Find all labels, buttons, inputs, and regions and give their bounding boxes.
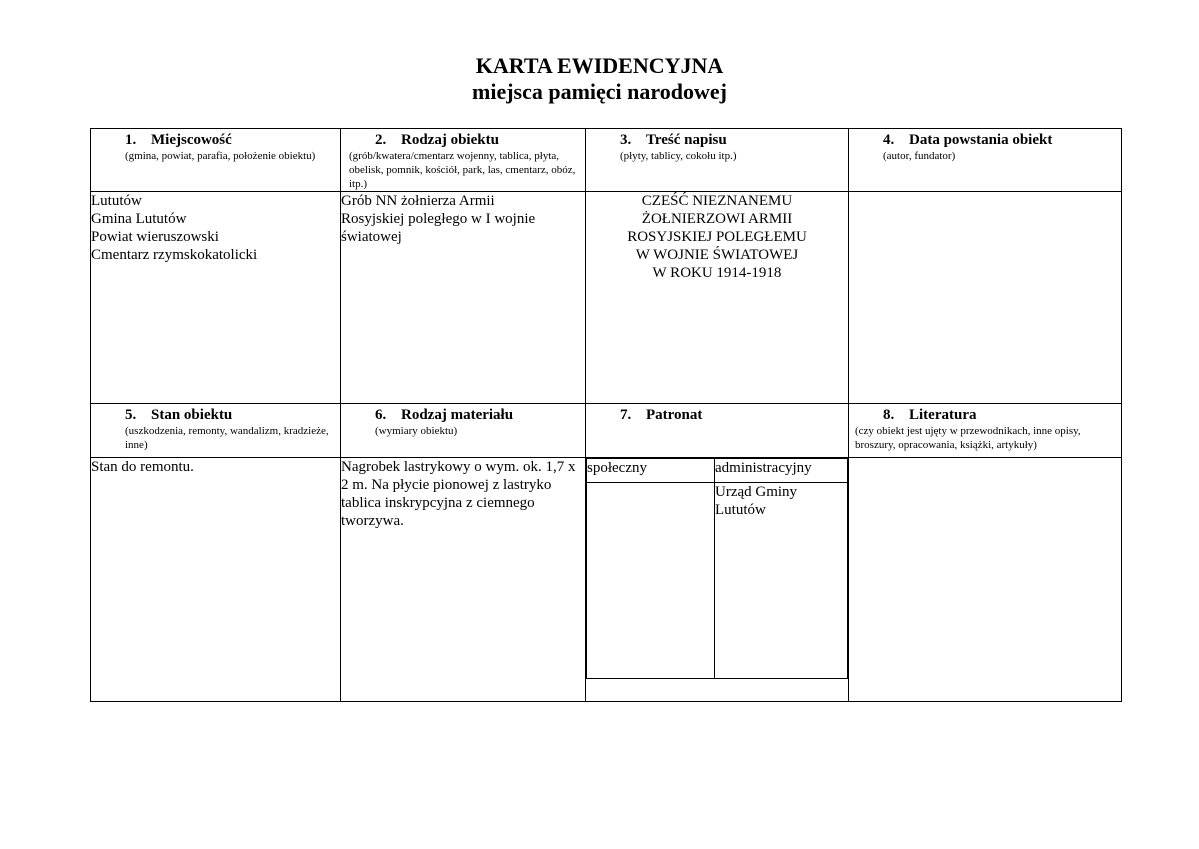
section-number: 1. [125,132,137,148]
header-patronat [586,404,849,458]
section-hint: (wymiary obiektu) [375,425,458,437]
section-hint: (uszkodzenia, remonty, wandalizm, kradzieże, inne) [125,425,329,451]
section-hint: (grób/kwatera/cmentarz wojenny, tablica, płyta, obelisk, pomnik, kościół, park, las, cmentarz, obóz, itp.) [349,150,576,190]
location-line: Gmina Lututów [91,211,187,227]
section-number: 6. [375,407,387,423]
object-type-text: Grób NN żołnierza Armii Rosyjskiej poległego w I wojnie światowej [341,193,536,245]
location-line: Powiat wieruszowski [91,229,219,245]
section-hint: (płyty, tablicy, cokołu itp.) [620,150,737,162]
inscription-line: CZEŚĆ NIEZNANEMU [641,193,793,209]
section-number: 3. [620,132,632,148]
header-stan-obiektu [91,404,341,458]
material-text: Nagrobek lastrykowy o wym. ok. 1,7 x 2 m. Na płycie pionowej z lastryko tablica inskrypcyjna z ciemnego tworzywa. [341,459,576,529]
header-data-powstania [849,129,1122,192]
section-hint: (czy obiekt jest ujęty w przewodnikach, inne opisy, broszury, opracowania, książki, artykuły) [855,425,1081,451]
value-rodzaj-obiektu [341,192,586,404]
section-title: Patronat [646,407,703,423]
condition-text: Stan do remontu. [91,459,194,475]
section-number: 5. [125,407,137,423]
patronat-administracyjny-label: administracyjny [715,459,848,483]
section-number: 2. [375,132,387,148]
card-title: KARTA EWIDENCYJNA [475,53,724,78]
patronat-spoleczny-value [587,483,715,679]
header-rodzaj-materialu [341,404,586,458]
section-title: Miejscowość [151,132,232,148]
section-title: Treść napisu [646,132,727,148]
patronat-administracyjny-value [715,483,848,679]
header-miejscowosc [91,129,341,192]
section-number: 7. [620,407,632,423]
inscription-line: ŻOŁNIERZOWI ARMII [641,211,793,227]
section-title: Rodzaj obiektu [401,132,499,148]
inscription-line: ROSYJSKIEJ POLEGŁEMU [627,229,807,245]
value-patronat [586,458,849,702]
section-number: 8. [883,407,895,423]
value-tresc-napisu [586,192,849,404]
header-rodzaj-obiektu [341,129,586,192]
header-tresc-napisu [586,129,849,192]
patronat-spoleczny-label: społeczny [587,459,715,483]
value-stan-obiektu [91,458,341,702]
section-title: Data powstania obiekt [909,132,1053,148]
patronat-subtable [586,458,848,679]
header-literatura [849,404,1122,458]
value-data-powstania [849,192,1122,404]
registration-card-table [90,128,1122,702]
card-subtitle: miejsca pamięci narodowej [472,79,727,104]
section-hint: (autor, fundator) [883,150,956,162]
section-hint: (gmina, powiat, parafia, położenie obiektu) [125,150,316,162]
value-miejscowosc [91,192,341,404]
location-line: Lututów [91,193,142,209]
value-literatura [849,458,1122,702]
section-number: 4. [883,132,895,148]
inscription-line: W ROKU 1914-1918 [652,265,782,281]
section-title: Literatura [909,407,977,423]
section-title: Stan obiektu [151,407,233,423]
location-line: Cmentarz rzymskokatolicki [91,247,258,263]
patron-name: Urząd Gminy Lututów [715,484,798,518]
value-rodzaj-materialu [341,458,586,702]
section-title: Rodzaj materiału [401,407,514,423]
inscription-line: W WOJNIE ŚWIATOWEJ [635,247,799,263]
